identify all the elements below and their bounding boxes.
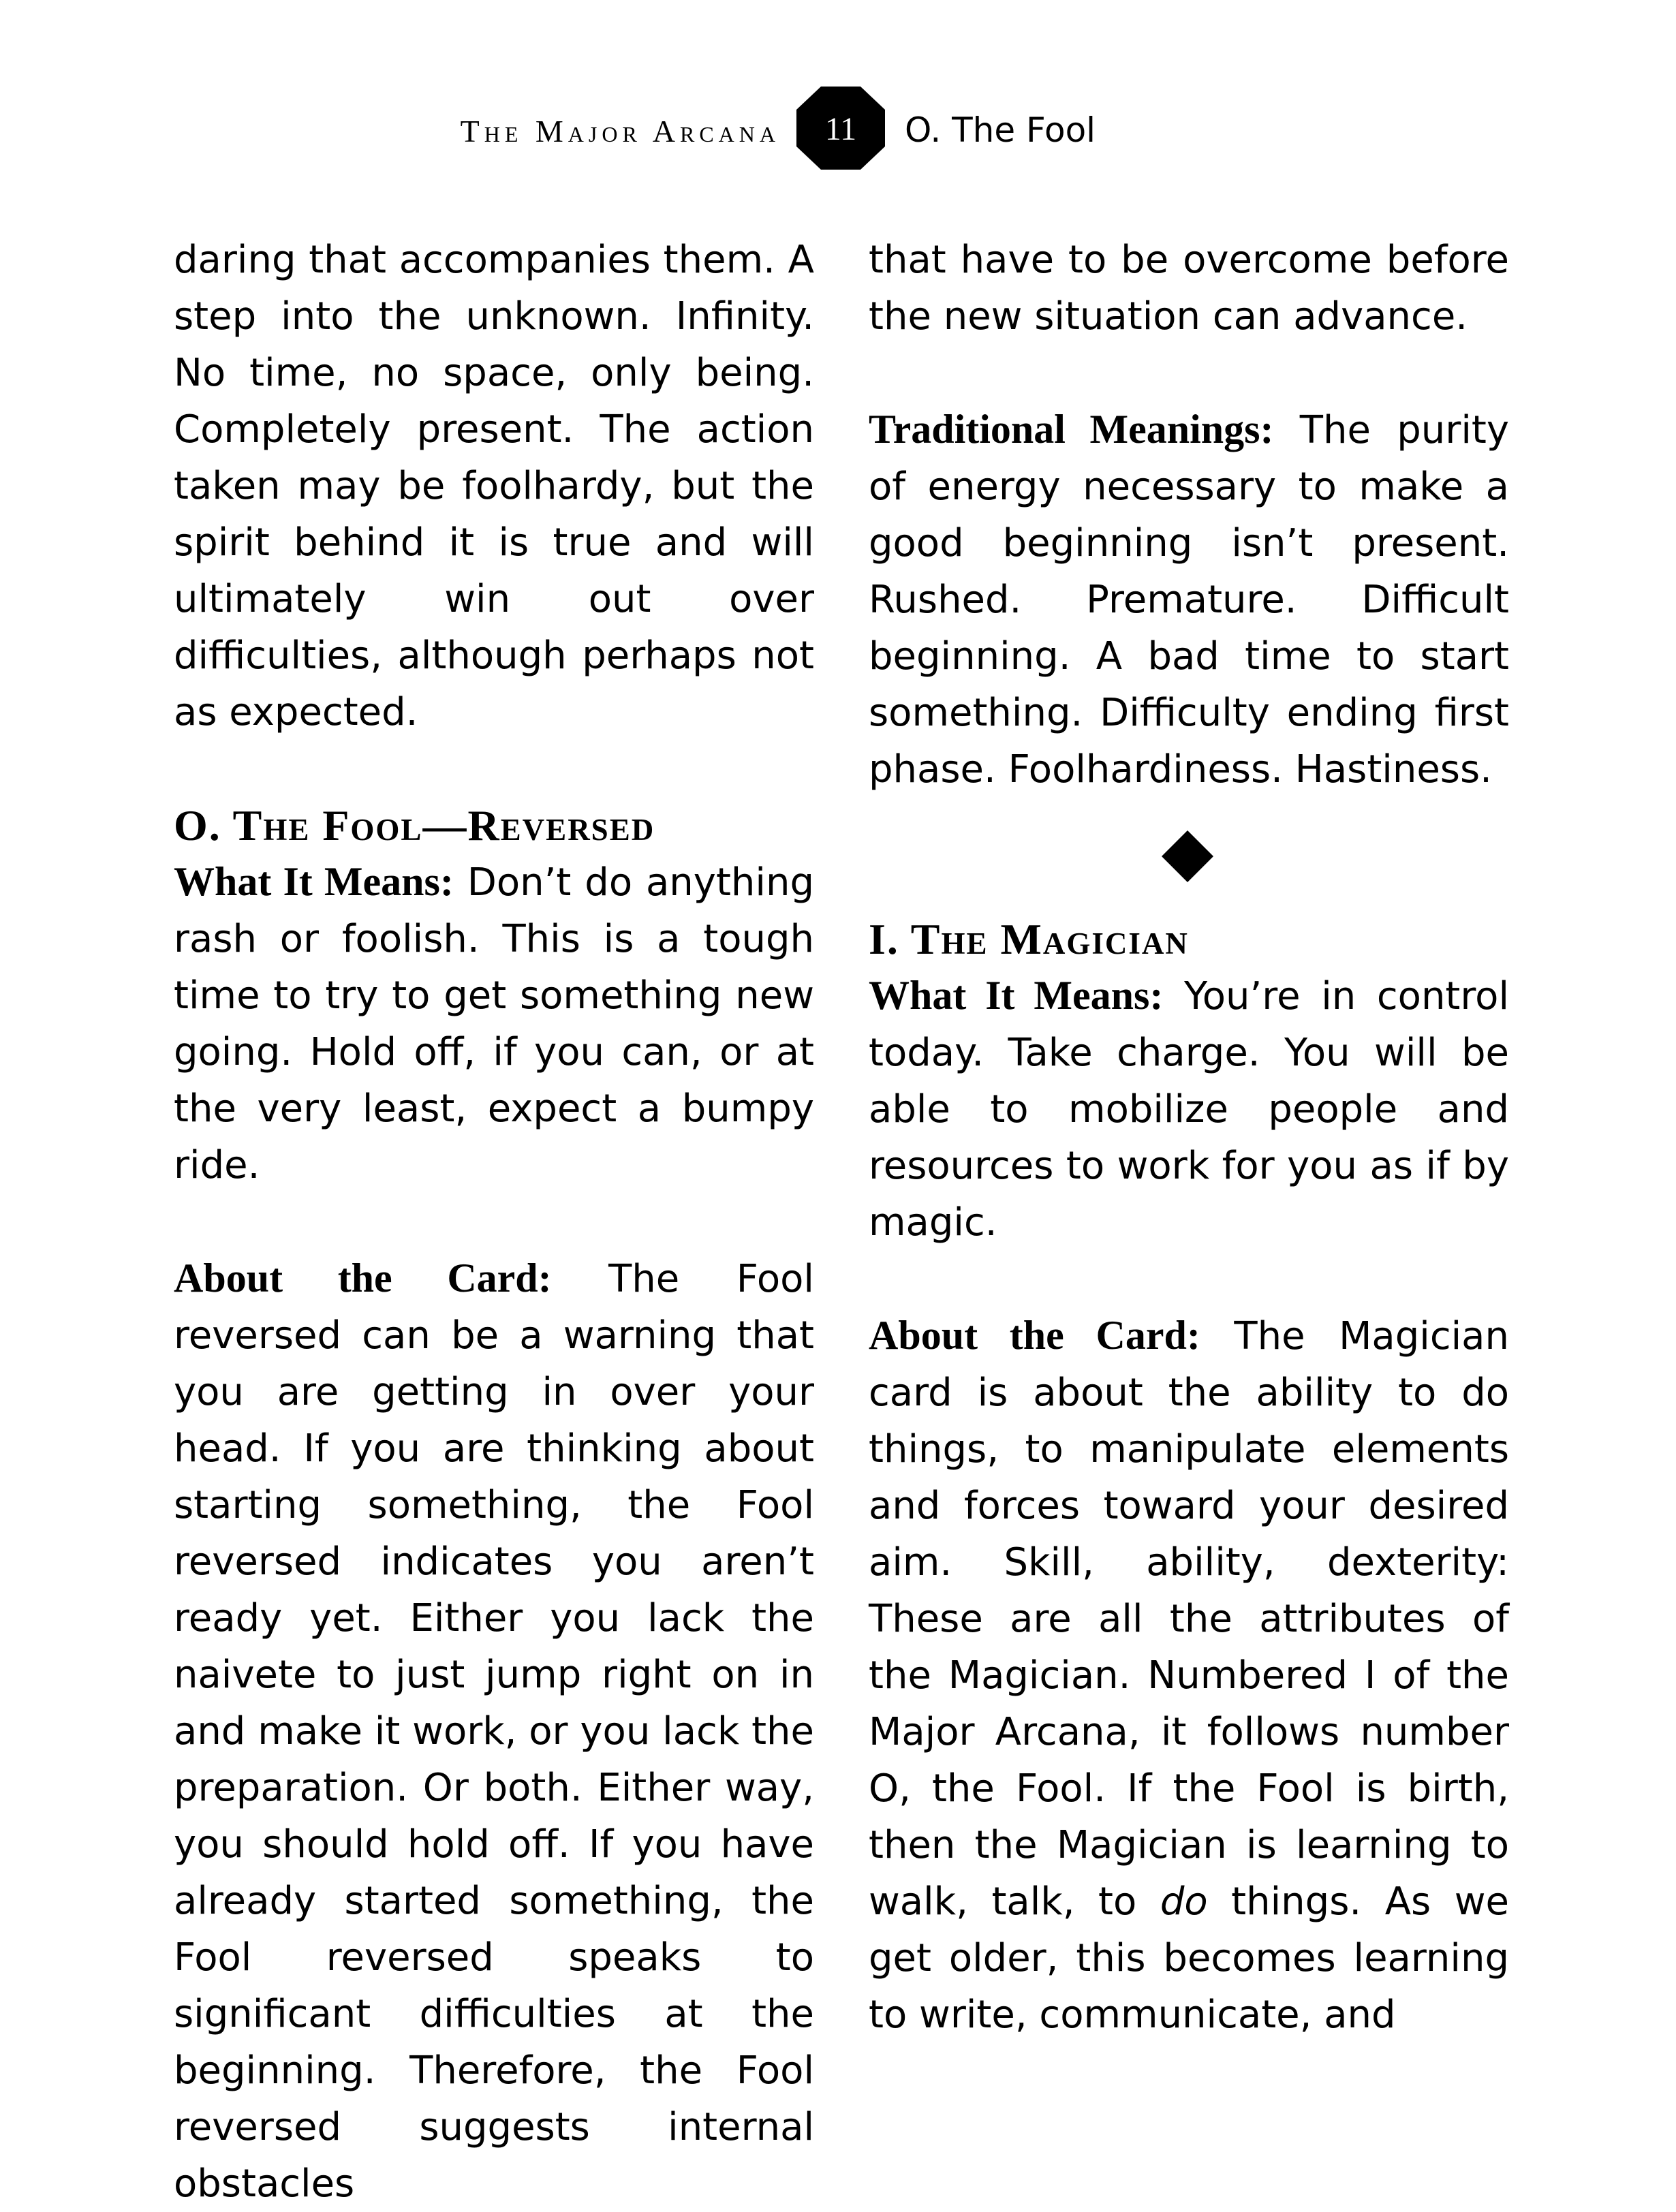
octagon-badge-icon bbox=[795, 85, 886, 171]
about-card-text: The Fool reversed can be a warning that you are getting in over your head. If you are thinking about starting something, the Fool reversed indicates you aren’t ready yet. Either you lack the naivete to just jump right on in and make it work, or you lack the preparation. Or both. Either way, you should hold off. If you have already started something, the Fool reversed speaks to significant difficulties at the beginning. Therefore, the Fool reversed suggests internal obstacles bbox=[174, 1257, 814, 2206]
magician-about-card-label: About the Card: bbox=[869, 1313, 1200, 1358]
magician-what-it-means-paragraph bbox=[869, 967, 1509, 1251]
diamond-icon bbox=[1160, 829, 1215, 884]
magician-about-card-paragraph bbox=[869, 1307, 1509, 2043]
page-number-badge bbox=[795, 85, 886, 171]
chapter-title: O. The Fool bbox=[905, 110, 1096, 150]
about-card-label: About the Card: bbox=[174, 1256, 552, 1300]
traditional-meanings-label: Traditional Meanings: bbox=[869, 407, 1274, 452]
magician-about-card-emphasis: do bbox=[1160, 1880, 1208, 1924]
what-it-means-label: What It Means: bbox=[174, 859, 454, 904]
intro-paragraph: daring that accompanies them. A step into the unknown. Infinity. No time, no space, only being. Completely present. The action taken may be foolhardy, but the spirit behind it is true and will ultimately win out over difficulties, although perhaps not as expected. bbox=[174, 238, 814, 734]
section-title: The Major Arcana bbox=[460, 114, 780, 149]
section-divider bbox=[869, 798, 1509, 911]
magician-what-it-means-text: You’re in control today. Take charge. You will be able to mobilize people and resources to work for you as if by magic. bbox=[869, 974, 1510, 1245]
running-header bbox=[0, 85, 1676, 174]
traditional-meanings-paragraph bbox=[869, 401, 1509, 798]
magician-about-card-text-1: The Magician card is about the ability to do things, to manipulate elements and forces toward your desired aim. Skill, ability, dexterity: These are all the attributes of the Magician. Numbered I of the Major Arcana, it follows number O, the Fool. If the Fool is birth, then the Magician is learning to walk, talk, to bbox=[869, 1314, 1509, 1924]
traditional-meanings-text: The purity of energy necessary to make a good beginning isn’t present. Rushed. Premature. Difficult beginning. A bad time to start something. Difficulty ending first phase. Foolhardiness. Hastiness. bbox=[869, 408, 1509, 792]
right-column bbox=[869, 232, 1509, 2043]
left-column bbox=[174, 232, 814, 2212]
magician-about-card-text-2: things. As we get older, this becomes learning to write, communicate, and bbox=[869, 1880, 1509, 2037]
what-it-means-text: Don’t do anything rash or foolish. This is a tough time to try to get something new going. Hold off, if you can, or at the very least, expect a bumpy ride. bbox=[174, 860, 814, 1187]
magician-what-it-means-label: What It Means: bbox=[869, 973, 1164, 1018]
continued-paragraph: that have to be overcome before the new situation can advance. bbox=[869, 238, 1509, 339]
what-it-means-paragraph bbox=[174, 854, 814, 1194]
about-card-paragraph bbox=[174, 1250, 814, 2212]
page-number: 11 bbox=[824, 111, 857, 147]
reversed-heading: O. The Fool—Reversed bbox=[174, 801, 655, 850]
magician-heading: I. The Magician bbox=[869, 915, 1189, 963]
